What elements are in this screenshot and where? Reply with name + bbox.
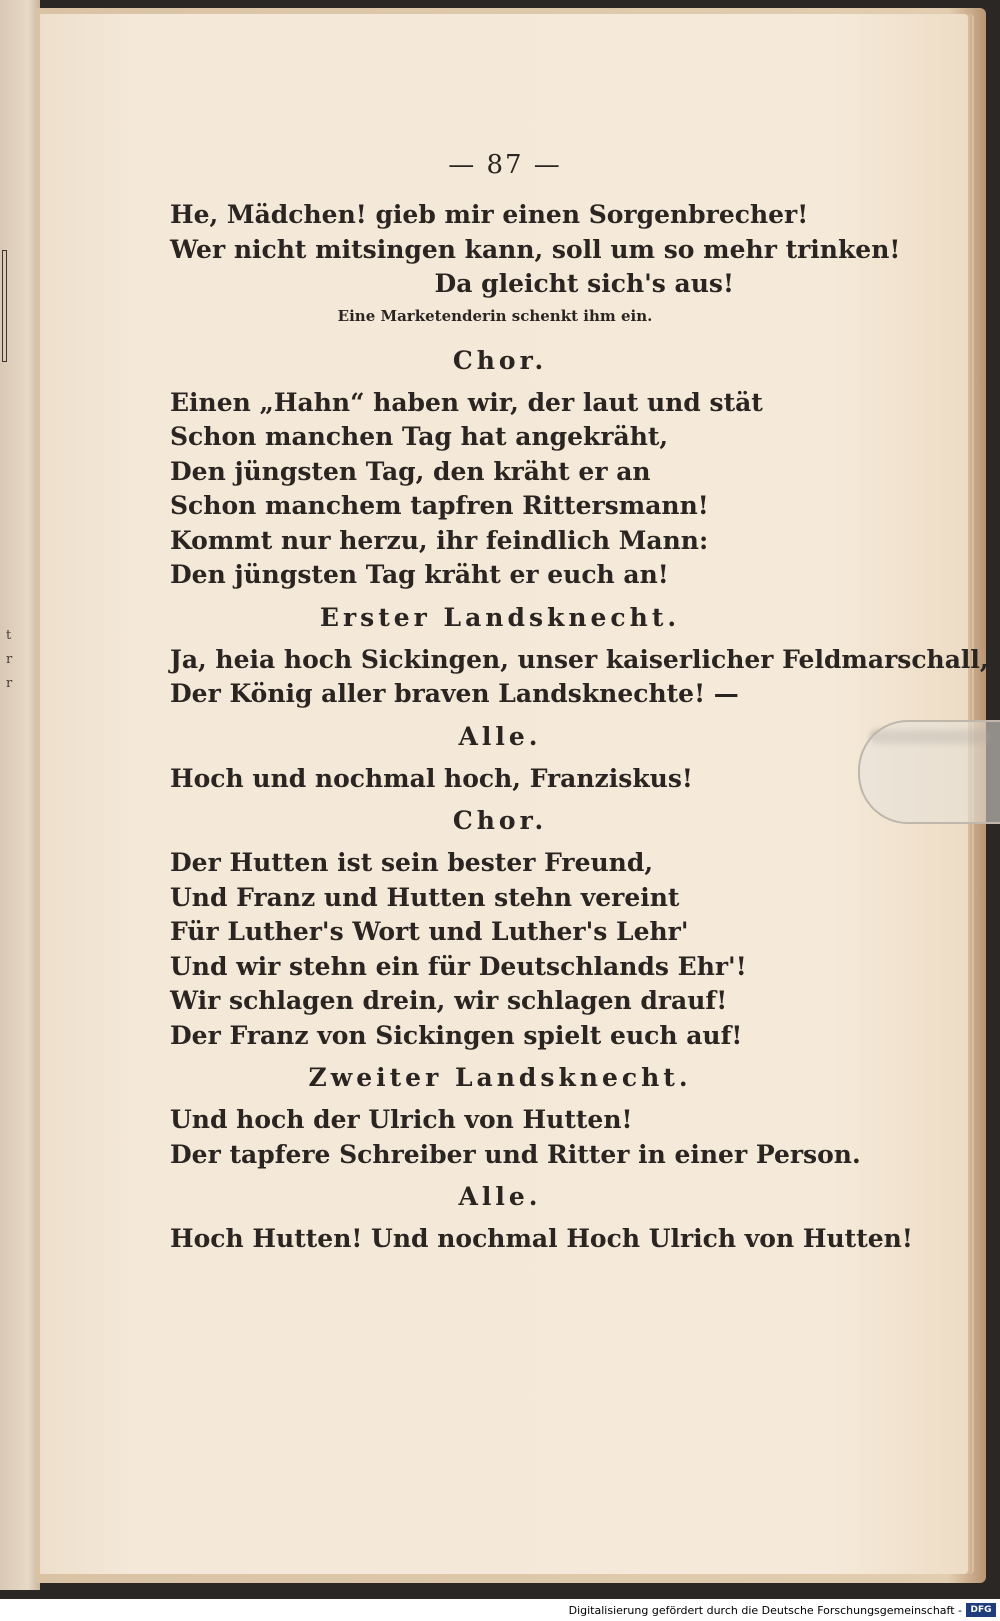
speaker-heading: Alle. <box>458 1182 542 1211</box>
left-margin-fragment: r <box>6 652 13 667</box>
verse-line: Kommt nur herzu, ihr feindlich Mann: <box>170 525 709 555</box>
page-clip <box>858 720 1000 824</box>
text-blocks <box>170 198 989 1257</box>
page-text-block <box>170 150 989 1257</box>
speaker-heading: Alle. <box>458 721 542 751</box>
stage-direction: Eine Marketenderin schenkt ihm ein. <box>337 306 653 325</box>
verse-line: Ja, heia hoch Sickingen, unser kaiserlicher Feldmarschall, <box>170 644 989 674</box>
left-margin-fragment: t <box>6 628 12 643</box>
verse-line: Für Luther's Wort und Luther's Lehr' <box>170 917 689 946</box>
verse-line: Der König aller braven Landsknechte! — <box>170 679 739 708</box>
verse-line: Der tapfere Schreiber und Ritter in einer Person. <box>170 1139 861 1169</box>
verse-line: Den jüngsten Tag, den kräht er an <box>170 456 651 486</box>
speaker-heading: Chor. <box>452 345 548 375</box>
page-number: — 87 — <box>448 150 562 180</box>
verse-line: Schon manchem tapfren Rittersmann! <box>170 491 709 520</box>
verse-line: Und Franz und Hutten stehn vereint <box>170 882 680 912</box>
verse-line: Einen „Hahn“ haben wir, der laut und stät <box>170 387 763 417</box>
footer-bar <box>0 1599 1000 1621</box>
verse-line: Hoch und nochmal hoch, Franziskus! <box>170 763 693 793</box>
speaker-heading: Zweiter Landsknecht. <box>308 1063 692 1092</box>
verse-line: Der Franz von Sickingen spielt euch auf! <box>170 1020 743 1050</box>
verse-line: Wer nicht mitsingen kann, soll um so mehr trinken! <box>170 234 901 264</box>
verse-line: Den jüngsten Tag kräht er euch an! <box>170 560 669 589</box>
verse-line: Der Hutten ist sein bester Freund, <box>170 848 654 877</box>
verse-line: Und wir stehn ein für Deutschlands Ehr'! <box>170 951 747 981</box>
verse-line: Und hoch der Ulrich von Hutten! <box>170 1105 633 1134</box>
verse-line: Schon manchen Tag hat angekräht, <box>170 422 669 451</box>
verse-line: Hoch Hutten! Und nochmal Hoch Ulrich von Hutten! <box>170 1224 913 1253</box>
speaker-heading: Chor. <box>452 806 548 835</box>
verse-line-right: Da gleicht sich's aus! <box>434 269 734 298</box>
dfg-logo: DFG <box>966 1603 996 1617</box>
verse-line: He, Mädchen! gieb mir einen Sorgenbrecher! <box>170 200 809 229</box>
footer-credit: Digitalisierung gefördert durch die Deutsche Forschungsgemeinschaft - <box>568 1604 962 1617</box>
verse-line: Wir schlagen drein, wir schlagen drauf! <box>170 986 728 1015</box>
left-page-edge <box>0 0 40 1590</box>
left-margin-fragment: r <box>6 676 13 691</box>
left-page-bracket-mark <box>2 250 7 362</box>
speaker-heading: Erster Landsknecht. <box>319 602 681 632</box>
